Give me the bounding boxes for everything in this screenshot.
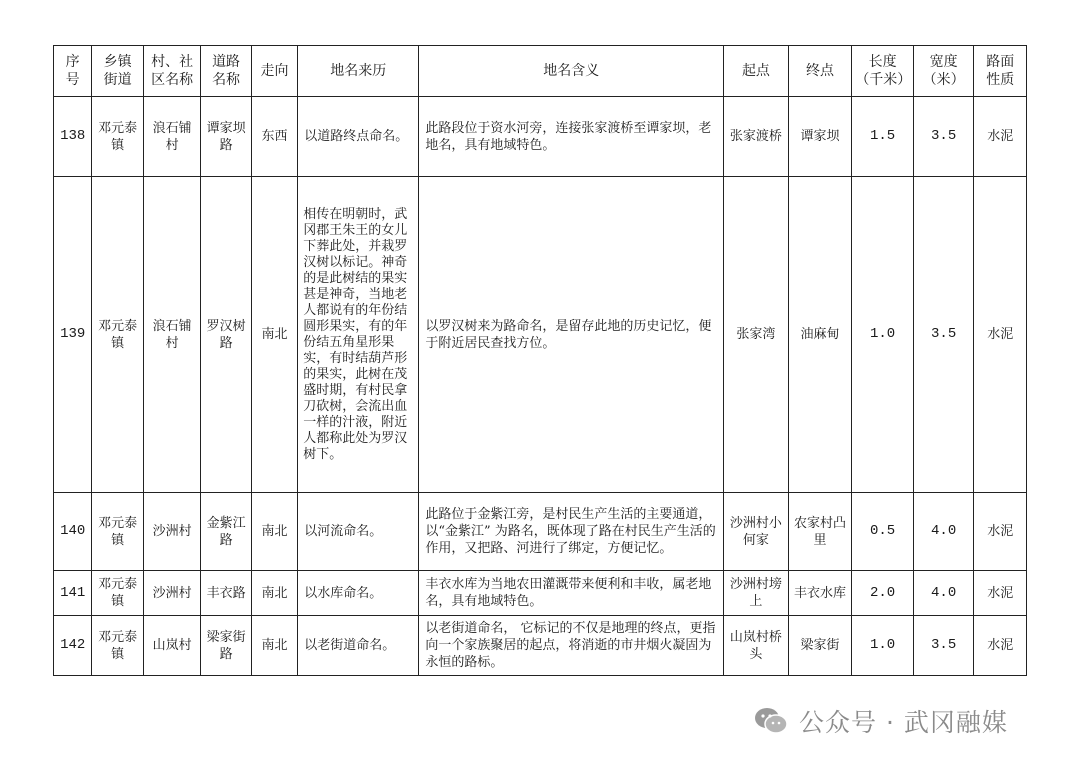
cell-direction: 南北	[251, 616, 297, 676]
cell-surface: 水泥	[974, 493, 1027, 571]
cell-start: 张家渡桥	[724, 97, 789, 177]
cell-road-name: 丰衣路	[201, 571, 251, 616]
table-row	[54, 616, 1027, 676]
cell-length: 0.5	[852, 493, 914, 571]
cell-origin: 相传在明朝时，武冈郡王朱王的女儿下葬此处，并栽罗汉树以标记。神奇的是此树结的果实甚是神奇，当地老人都说有的年份结圆形果实，有的年份结五角星形果实，有时结葫芦形的果实，此树在茂盛时期，有村民拿刀砍树，会流出血一样的汁液，附近人都称此处为罗汉树下。	[298, 177, 419, 493]
header-road-name: 道路 名称	[201, 46, 251, 97]
cell-end: 谭家坝	[788, 97, 852, 177]
cell-surface: 水泥	[974, 616, 1027, 676]
cell-length: 2.0	[852, 571, 914, 616]
cell-width: 4.0	[913, 571, 974, 616]
cell-start: 山岚村桥头	[724, 616, 789, 676]
cell-origin: 以老街道命名。	[298, 616, 419, 676]
cell-width: 3.5	[913, 177, 974, 493]
cell-village: 沙洲村	[143, 493, 201, 571]
cell-direction: 南北	[251, 177, 297, 493]
cell-index: 139	[54, 177, 92, 493]
cell-origin: 以河流命名。	[298, 493, 419, 571]
header-township: 乡镇 街道	[92, 46, 143, 97]
cell-index: 141	[54, 571, 92, 616]
wechat-icon	[753, 706, 789, 736]
cell-township: 邓元泰镇	[92, 177, 143, 493]
cell-origin: 以水库命名。	[298, 571, 419, 616]
cell-meaning: 以老街道命名， 它标记的不仅是地理的终点，更指向一个家族聚居的起点，将消逝的市井烟火凝固为永恒的路标。	[419, 616, 724, 676]
watermark	[753, 704, 1008, 738]
cell-width: 4.0	[913, 493, 974, 571]
header-start: 起点	[724, 46, 789, 97]
cell-length: 1.0	[852, 616, 914, 676]
cell-length: 1.0	[852, 177, 914, 493]
cell-end: 丰衣水库	[788, 571, 852, 616]
header-row	[54, 46, 1027, 97]
cell-end: 梁家街	[788, 616, 852, 676]
header-index: 序 号	[54, 46, 92, 97]
cell-surface: 水泥	[974, 571, 1027, 616]
header-meaning: 地名含义	[419, 46, 724, 97]
header-village: 村、社 区名称	[143, 46, 201, 97]
cell-road-name: 金紫江路	[201, 493, 251, 571]
road-name-table	[53, 45, 1027, 676]
watermark-text: 公众号 · 武冈融媒	[799, 708, 1008, 737]
cell-direction: 南北	[251, 571, 297, 616]
cell-village: 浪石铺村	[143, 97, 201, 177]
cell-township: 邓元泰镇	[92, 493, 143, 571]
header-end: 终点	[788, 46, 852, 97]
cell-index: 140	[54, 493, 92, 571]
header-width: 宽度 （米）	[913, 46, 974, 97]
cell-surface: 水泥	[974, 97, 1027, 177]
cell-width: 3.5	[913, 616, 974, 676]
cell-meaning: 此路位于金紫江旁，是村民生产生活的主要通道，以“金紫江” 为路名，既体现了路在村民生产生活的作用，又把路、河进行了绑定，方便记忆。	[419, 493, 724, 571]
cell-village: 山岚村	[143, 616, 201, 676]
cell-end: 农家村凸里	[788, 493, 852, 571]
cell-end: 油麻甸	[788, 177, 852, 493]
cell-width: 3.5	[913, 97, 974, 177]
cell-township: 邓元泰镇	[92, 571, 143, 616]
cell-village: 沙洲村	[143, 571, 201, 616]
cell-length: 1.5	[852, 97, 914, 177]
cell-start: 沙洲村小何家	[724, 493, 789, 571]
table-row	[54, 571, 1027, 616]
cell-direction: 东西	[251, 97, 297, 177]
cell-meaning: 此路段位于资水河旁，连接张家渡桥至谭家坝，老地名，具有地域特色。	[419, 97, 724, 177]
cell-road-name: 谭家坝路	[201, 97, 251, 177]
cell-index: 142	[54, 616, 92, 676]
table-row	[54, 493, 1027, 571]
cell-start: 张家湾	[724, 177, 789, 493]
header-origin: 地名来历	[298, 46, 419, 97]
cell-origin: 以道路终点命名。	[298, 97, 419, 177]
cell-index: 138	[54, 97, 92, 177]
table-row	[54, 177, 1027, 493]
cell-township: 邓元泰镇	[92, 616, 143, 676]
cell-direction: 南北	[251, 493, 297, 571]
cell-meaning: 丰衣水库为当地农田灌溉带来便利和丰收，属老地名，具有地域特色。	[419, 571, 724, 616]
header-direction: 走向	[251, 46, 297, 97]
cell-road-name: 罗汉树路	[201, 177, 251, 493]
cell-township: 邓元泰镇	[92, 97, 143, 177]
cell-start: 沙洲村塝上	[724, 571, 789, 616]
header-length: 长度 （千米）	[852, 46, 914, 97]
cell-village: 浪石铺村	[143, 177, 201, 493]
table-row	[54, 97, 1027, 177]
cell-road-name: 梁家街路	[201, 616, 251, 676]
header-surface: 路面 性质	[974, 46, 1027, 97]
cell-surface: 水泥	[974, 177, 1027, 493]
cell-meaning: 以罗汉树来为路命名，是留存此地的历史记忆，便于附近居民查找方位。	[419, 177, 724, 493]
